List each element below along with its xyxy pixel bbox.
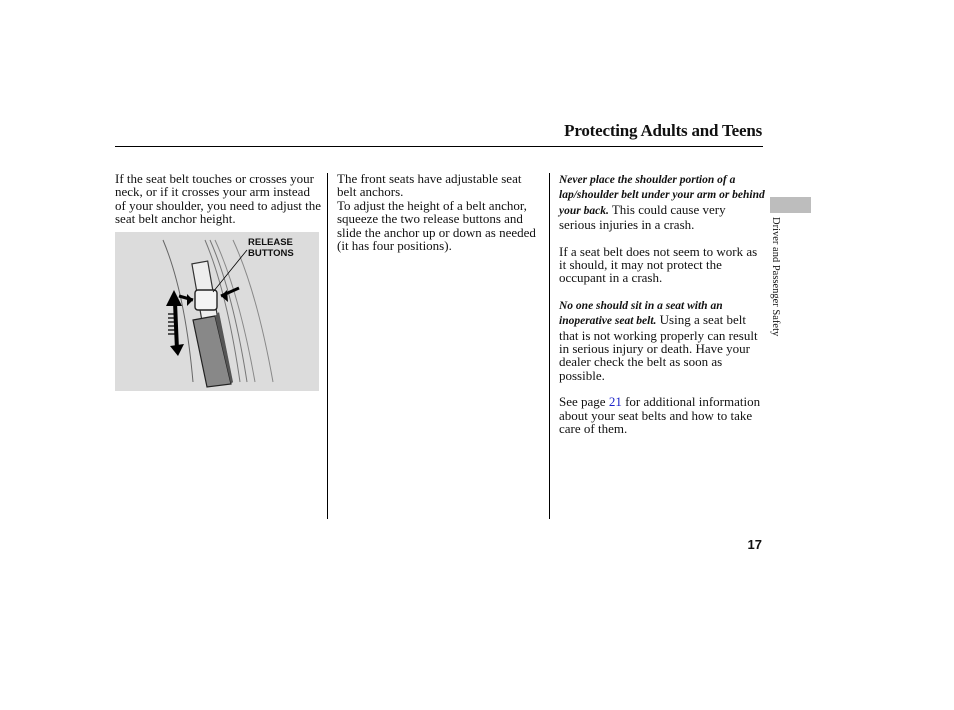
page-number: 17 (747, 537, 762, 552)
column-3-paragraph-2: If a seat belt does not seem to work as it should, it may not protect the occupant in a crash. (559, 243, 758, 286)
figure-label-line-2: BUTTONS (248, 248, 294, 259)
warning-2-rest: Using a seat belt that is not working properly can result in serious injury or death. Have your dealer check the belt as soon as possible. (559, 312, 758, 383)
column-2-paragraph-2: To adjust the height of a belt anchor, squeeze the two release buttons and slide the anchor up or down as needed (it has four positions). (337, 197, 536, 254)
column-3 (559, 172, 765, 436)
column-divider-1 (327, 173, 328, 519)
warning-2 (559, 298, 765, 382)
warning-1 (559, 172, 765, 232)
warning-2-bold: No one should sit in a seat with an inoperative seat belt. (559, 299, 723, 328)
title-rule (115, 146, 763, 147)
warning-1-rest: This could cause very serious injuries in a crash. (559, 201, 726, 233)
column-1 (115, 172, 323, 226)
see-page-prefix: See page (559, 394, 609, 410)
see-page-suffix: for additional information about your seat belts and how to take care of them. (559, 394, 761, 437)
column-1-paragraph: If the seat belt touches or crosses your neck, or if it crosses your arm instead of your shoulder, you need to adjust the seat belt anchor height. (115, 171, 321, 227)
figure-label-line-1: RELEASE (248, 237, 293, 248)
page-21-link[interactable]: 21 (608, 394, 622, 410)
section-label: Driver and Passenger Safety (770, 217, 781, 337)
column-2-paragraph-1: The front seats have adjustable seat belt anchors. (337, 171, 522, 200)
page-title: Protecting Adults and Teens (564, 121, 762, 140)
see-page-note (559, 395, 765, 435)
column-divider-2 (549, 173, 550, 519)
warning-1-bold: Never place the shoulder portion of a lap/shoulder belt under your arm or behind your back. (559, 174, 765, 217)
figure-label (248, 237, 294, 259)
column-2 (337, 172, 543, 252)
seat-belt-anchor-illustration (115, 232, 319, 391)
section-tab (770, 197, 811, 213)
